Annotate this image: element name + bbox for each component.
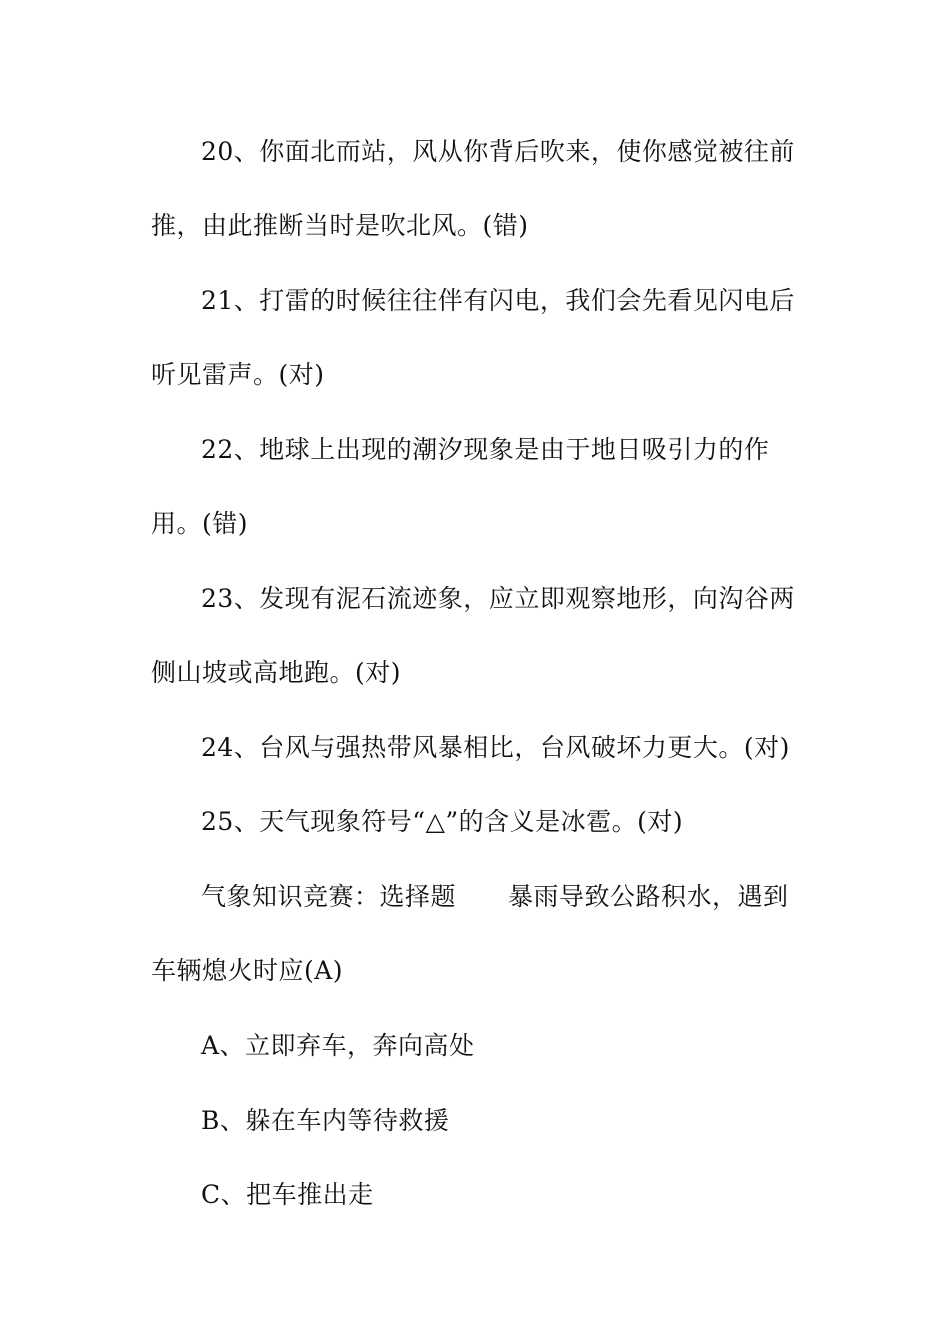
choice-question-1-line-1 xyxy=(201,880,851,914)
section-title: 气象知识竞赛：选择题 xyxy=(201,882,457,911)
question-25: 25、天气现象符号“△”的含义是冰雹。(对) xyxy=(201,807,684,836)
option-c: C、把车推出走 xyxy=(201,1180,374,1209)
option-a: A、立即弃车，奔向高处 xyxy=(201,1031,475,1060)
question-23-line-1: 23、发现有泥石流迹象，应立即观察地形，向沟谷两 xyxy=(201,584,795,613)
choice-question-1-line-2: 车辆熄火时应(A) xyxy=(151,956,344,985)
question-21-line-1: 21、打雷的时候往往伴有闪电，我们会先看见闪电后 xyxy=(201,286,795,315)
question-22-line-1: 22、地球上出现的潮汐现象是由于地日吸引力的作 xyxy=(201,435,770,464)
question-20-line-1: 20、你面北而站，风从你背后吹来，使你感觉被往前 xyxy=(201,137,795,166)
question-24: 24、台风与强热带风暴相比，台风破坏力更大。(对) xyxy=(201,733,790,762)
option-b: B、躲在车内等待救援 xyxy=(201,1106,450,1135)
choice-question-1-text: 暴雨导致公路积水，遇到 xyxy=(508,882,789,911)
question-20-line-2: 推，由此推断当时是吹北风。(错) xyxy=(151,211,529,240)
question-21-line-2: 听见雷声。(对) xyxy=(151,360,325,389)
question-23-line-2: 侧山坡或高地跑。(对) xyxy=(151,658,402,687)
question-22-line-2: 用。(错) xyxy=(151,509,249,538)
